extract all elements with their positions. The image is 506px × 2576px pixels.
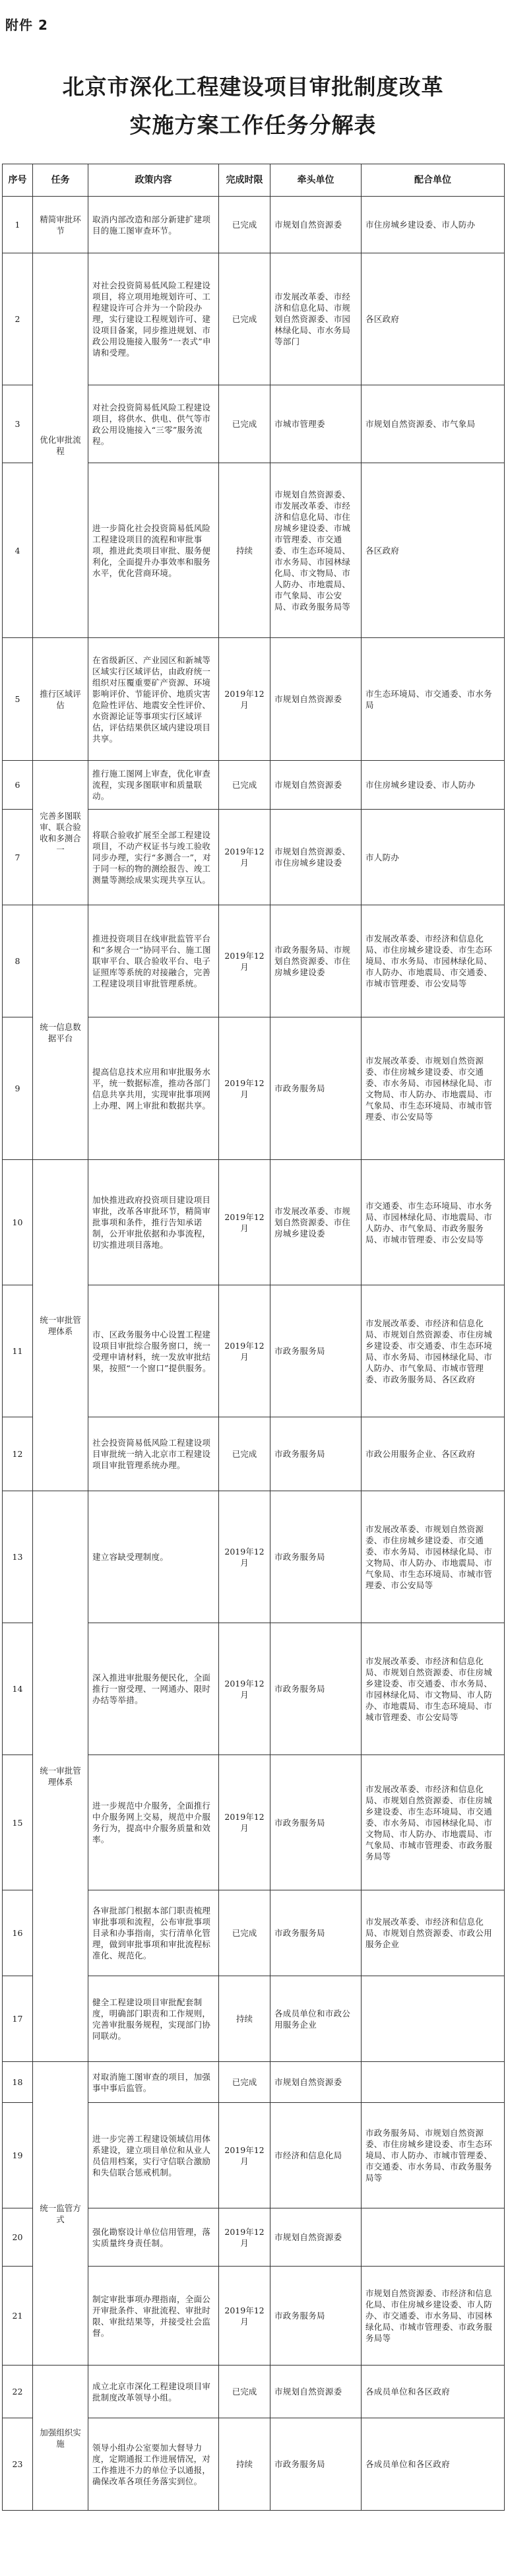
- deadline: 已完成: [219, 2062, 270, 2103]
- table-row: [3, 905, 505, 1017]
- table-row: [3, 2062, 505, 2103]
- row-no: 9: [3, 1017, 33, 1160]
- header-lead: 牵头单位: [270, 164, 362, 197]
- support-unit: 市发展改革委、市经济和信息化局、市规划自然资源委、市住房城乡建设委、市交通委、市生态环境局、市水务局、市园林绿化局、市人防办、市气象局、市城市管理委、市政务服务局、各区政府: [362, 1285, 505, 1417]
- row-no: 21: [3, 2267, 33, 2366]
- lead-unit: 市政务服务局: [270, 1755, 362, 1890]
- row-no: 2: [3, 253, 33, 385]
- row-no: 10: [3, 1160, 33, 1285]
- policy-content: 成立北京市深化工程建设项目审批制度改革领导小组。: [88, 2366, 219, 2418]
- header-support: 配合单位: [362, 164, 505, 197]
- policy-content: 对社会投资简易低风险工程建设项目，将立项用地规划许可、工程建设许可合并为一个阶段办理，实行建设工程规划许可、建设项目备案，同步推进规划、市政公用设施接入服务“一表式”申请和受理。: [88, 253, 219, 385]
- page-title-line-2: 实施方案工作任务分解表: [129, 112, 377, 138]
- row-no: 1: [3, 197, 33, 253]
- lead-unit: 市规划自然资源委: [270, 2062, 362, 2103]
- row-no: 15: [3, 1755, 33, 1890]
- row-no: 18: [3, 2062, 33, 2103]
- deadline: 已完成: [219, 761, 270, 810]
- deadline: 已完成: [219, 2366, 270, 2418]
- support-unit: 各成员单位和各区政府: [362, 2366, 505, 2418]
- deadline: 2019年12月: [219, 810, 270, 905]
- deadline: 已完成: [219, 385, 270, 463]
- table-row: [3, 761, 505, 810]
- deadline: 2019年12月: [219, 1491, 270, 1623]
- deadline: 已完成: [219, 253, 270, 385]
- policy-content: 深入推进审批服务便民化，全面推行一窗受理、一网通办、限时办结等举措。: [88, 1623, 219, 1755]
- header-deadline: 完成时限: [219, 164, 270, 197]
- deadline: 持续: [219, 1976, 270, 2062]
- row-no: 16: [3, 1890, 33, 1976]
- lead-unit: 市规划自然资源委、市住房城乡建设委: [270, 810, 362, 905]
- row-no: 19: [3, 2103, 33, 2208]
- policy-content: 领导小组办公室要加大督导力度，定期通报工作进展情况，对工作推进不力的单位予以通报，确保改革各项任务落实到位。: [88, 2418, 219, 2511]
- support-unit: 市规划自然资源委、市经济和信息化局、市住房城乡建设委、市人防办、市交通委、市水务局、市园林绿化局、市城市管理委、市政务服务局等: [362, 2267, 505, 2366]
- lead-unit: 市政务服务局: [270, 2267, 362, 2366]
- deadline: 已完成: [219, 197, 270, 253]
- deadline: 2019年12月: [219, 1755, 270, 1890]
- lead-unit: 市发展改革委、市经济和信息化局、市规划自然资源委、市园林绿化局、市水务局等部门: [270, 253, 362, 385]
- deadline: 2019年12月: [219, 2267, 270, 2366]
- policy-content: 进一步完善工程建设领域信用体系建设，建立项目单位和从业人员信用档案，实行守信联合激励和失信联合惩戒机制。: [88, 2103, 219, 2208]
- lead-unit: 市规划自然资源委: [270, 2366, 362, 2418]
- policy-content: 进一步简化社会投资简易低风险工程建设项目的流程和审批事项，推进此类项目审批、服务便利化，全面提升办事效率和服务水平，优化营商环境。: [88, 463, 219, 638]
- support-unit: 市发展改革委、市经济和信息化局、市规划自然资源委、市住房城乡建设委、市交通委、市水务局、市园林绿化局、市文物局、市人防办、市地震局、市生态环境局、市城市管理委、市公安局等: [362, 1623, 505, 1755]
- support-unit: 市交通委、市生态环境局、市水务局、市园林绿化局、市地震局、市人防办、市气象局、市政务服务局、市城市管理委、市公安局等: [362, 1160, 505, 1285]
- support-unit: 市住房城乡建设委、市人防办: [362, 197, 505, 253]
- lead-unit: 市规划自然资源委: [270, 638, 362, 761]
- policy-content: 在省级新区、产业园区和新城等区域实行区域评估，由政府统一组织对压覆重要矿产资源、环境影响评价、节能评价、地质灾害危险性评估、地震安全性评价、水资源论证等事项实行区域评估，评估结果供区域内建设项目共享。: [88, 638, 219, 761]
- support-unit: [362, 1976, 505, 2062]
- policy-content: 加快推进政府投资项目建设项目审批，改革各审批环节，精简审批事项和条件，推行告知承诺制，公开审批依据和办事流程，切实推进项目落地。: [88, 1160, 219, 1285]
- support-unit: 市规划自然资源委、市气象局: [362, 385, 505, 463]
- row-no: 20: [3, 2208, 33, 2267]
- policy-content: 进一步规范中介服务，全面推行中介服务网上交易，规范中介服务行为，提高中介服务质量和效率。: [88, 1755, 219, 1890]
- row-no: 4: [3, 463, 33, 638]
- table-row: [3, 2366, 505, 2418]
- task-name: 推行区域评估: [33, 638, 88, 761]
- support-unit: 市发展改革委、市经济和信息化局、市规划自然资源委、市住房城乡建设委、市生态环境局、市交通委、市水务局、市园林绿化局、市文物局、市人防办、市地震局、市气象局、市城市管理委、市政务服务局等: [362, 1755, 505, 1890]
- row-no: 23: [3, 2418, 33, 2511]
- table-row: [3, 253, 505, 385]
- header-policy: 政策内容: [88, 164, 219, 197]
- deadline: 2019年12月: [219, 1285, 270, 1417]
- support-unit: 市生态环境局、市交通委、市水务局: [362, 638, 505, 761]
- page-title-line-1: 北京市深化工程建设项目审批制度改革: [62, 74, 444, 100]
- lead-unit: 市政务服务局: [270, 1623, 362, 1755]
- row-no: 22: [3, 2366, 33, 2418]
- task-name: 统一审批管理体系: [33, 1160, 88, 1491]
- row-no: 14: [3, 1623, 33, 1755]
- support-unit: 市住房城乡建设委、市人防办: [362, 761, 505, 810]
- policy-content: 将联合验收扩展至全部工程建设项目，不动产权证书与竣工验收同步办理，实行“多测合一”，对于同一标的物的测绘报告、竣工测量等测绘成果实现共享互认。: [88, 810, 219, 905]
- policy-content: 各审批部门根据本部门职责梳理审批事项和流程，公布审批事项目录和办事指南，实行清单化管理，做到审批事项和审批流程标准化、规范化。: [88, 1890, 219, 1976]
- deadline: 2019年12月: [219, 638, 270, 761]
- support-unit: 市发展改革委、市经济和信息化局、市规划自然资源委、市政公用服务企业: [362, 1890, 505, 1976]
- lead-unit: 市规划自然资源委: [270, 2208, 362, 2267]
- support-unit: 市发展改革委、市规划自然资源委、市住房城乡建设委、市交通委、市水务局、市园林绿化局、市文物局、市人防办、市地震局、市气象局、市生态环境局、市城市管理委、市公安局等: [362, 1491, 505, 1623]
- lead-unit: 市规划自然资源委: [270, 197, 362, 253]
- policy-content: 建立容缺受理制度。: [88, 1491, 219, 1623]
- table-row: [3, 638, 505, 761]
- lead-unit: 市发展改革委、市规划自然资源委、市住房城乡建设委: [270, 1160, 362, 1285]
- row-no: 13: [3, 1491, 33, 1623]
- row-no: 11: [3, 1285, 33, 1417]
- policy-content: 制定审批事项办理指南，全面公开审批条件、审批流程、审批时限、审批结果等，并接受社会监督。: [88, 2267, 219, 2366]
- deadline: 2019年12月: [219, 905, 270, 1017]
- table-row: [3, 197, 505, 253]
- task-name: 完善多图联审、联合验收和多测合一: [33, 761, 88, 905]
- row-no: 6: [3, 761, 33, 810]
- deadline: 2019年12月: [219, 1160, 270, 1285]
- lead-unit: 市政务服务局: [270, 1890, 362, 1976]
- deadline: 已完成: [219, 1417, 270, 1491]
- lead-unit: 市规划自然资源委: [270, 761, 362, 810]
- attachment-label: 附件 2: [5, 17, 48, 33]
- header-seq: 序号: [3, 164, 33, 197]
- policy-content: 强化勘察设计单位信用管理，落实质量终身责任制。: [88, 2208, 219, 2267]
- row-no: 12: [3, 1417, 33, 1491]
- deadline: 2019年12月: [219, 2103, 270, 2208]
- lead-unit: 市经济和信息化局: [270, 2103, 362, 2208]
- lead-unit: 市政务服务局: [270, 1017, 362, 1160]
- support-unit: [362, 2062, 505, 2103]
- support-unit: 市发展改革委、市经济和信息化局、市住房城乡建设委、市生态环境局、市水务局、市园林绿化局、市人防办、市地震局、市交通委、市城市管理委、市公安局等: [362, 905, 505, 1017]
- policy-content: 对社会投资简易低风险工程建设项目，将供水、供电、供气等市政公用设施接入“三零”服务流程。: [88, 385, 219, 463]
- policy-content: 推进投资项目在线审批监管平台和“多规合一”协同平台、施工图联审平台、联合验收平台、电子证照库等系统的对接融合，完善工程建设项目审批管理系统。: [88, 905, 219, 1017]
- task-breakdown-table: [2, 164, 505, 2511]
- support-unit: 市人防办: [362, 810, 505, 905]
- deadline: 2019年12月: [219, 1623, 270, 1755]
- policy-content: 推行施工图网上审查，优化审查流程，实现多图联审和质量联动。: [88, 761, 219, 810]
- support-unit: 各区政府: [362, 253, 505, 385]
- lead-unit: 市政务服务局: [270, 1491, 362, 1623]
- task-name: 统一信息数据平台: [33, 905, 88, 1160]
- lead-unit: 市政务服务局、市规划自然资源委、市住房城乡建设委: [270, 905, 362, 1017]
- support-unit: 市发展改革委、市规划自然资源委、市住房城乡建设委、市交通委、市水务局、市园林绿化局、市文物局、市人防办、市地震局、市气象局、市生态环境局、市城市管理委、市公安局等: [362, 1017, 505, 1160]
- task-name: 精简审批环节: [33, 197, 88, 253]
- deadline: 已完成: [219, 1890, 270, 1976]
- support-unit: [362, 2208, 505, 2267]
- policy-content: 社会投资简易低风险工程建设项目审批统一纳入北京市工程建设项目审批管理系统办理。: [88, 1417, 219, 1491]
- lead-unit: 各成员单位和市政公用服务企业: [270, 1976, 362, 2062]
- policy-content: 健全工程建设项目审批配套制度，明确部门职责和工作规则，完善审批服务规程，实现部门协同联动。: [88, 1976, 219, 2062]
- support-unit: 各区政府: [362, 463, 505, 638]
- header-task: 任务: [33, 164, 88, 197]
- support-unit: 市政务服务局、市规划自然资源委、市住房城乡建设委、市生态环境局、市人防办、市城市管理委、市交通委、市水务局、市政务服务局等: [362, 2103, 505, 2208]
- lead-unit: 市政务服务局: [270, 2418, 362, 2511]
- row-no: 7: [3, 810, 33, 905]
- task-name: 加强组织实施: [33, 2366, 88, 2511]
- lead-unit: 市政务服务局: [270, 1417, 362, 1491]
- table-row: [3, 1491, 505, 1623]
- policy-content: 取消内部改造和部分新建扩建项目的施工图审查环节。: [88, 197, 219, 253]
- policy-content: 提高信息技术应用和审批服务水平，统一数据标准，推动各部门信息共享共用，实现审批事项网上办理、网上审批和数据共享。: [88, 1017, 219, 1160]
- deadline: 持续: [219, 2418, 270, 2511]
- support-unit: 各成员单位和各区政府: [362, 2418, 505, 2511]
- lead-unit: 市规划自然资源委、市发展改革委、市经济和信息化局、市住房城乡建设委、市城市管理委、市交通委、市生态环境局、市水务局、市园林绿化局、市文物局、市人防办、市地震局、市气象局、市公安局、市政务服务局等: [270, 463, 362, 638]
- row-no: 17: [3, 1976, 33, 2062]
- row-no: 8: [3, 905, 33, 1017]
- deadline: 持续: [219, 463, 270, 638]
- row-no: 3: [3, 385, 33, 463]
- task-name: 优化审批流程: [33, 253, 88, 638]
- policy-content: 对取消施工图审查的项目，加强事中事后监管。: [88, 2062, 219, 2103]
- deadline: 2019年12月: [219, 2208, 270, 2267]
- lead-unit: 市政务服务局: [270, 1285, 362, 1417]
- support-unit: 市政公用服务企业、各区政府: [362, 1417, 505, 1491]
- task-name: 统一审批管理体系: [33, 1491, 88, 2062]
- table-header-row: [3, 164, 505, 197]
- task-name: 统一监管方式: [33, 2062, 88, 2366]
- row-no: 5: [3, 638, 33, 761]
- lead-unit: 市城市管理委: [270, 385, 362, 463]
- policy-content: 市、区政务服务中心设置工程建设项目审批综合服务窗口，统一受理申请材料，统一发放审批结果，按照“一个窗口”提供服务。: [88, 1285, 219, 1417]
- table-row: [3, 1160, 505, 1285]
- deadline: 2019年12月: [219, 1017, 270, 1160]
